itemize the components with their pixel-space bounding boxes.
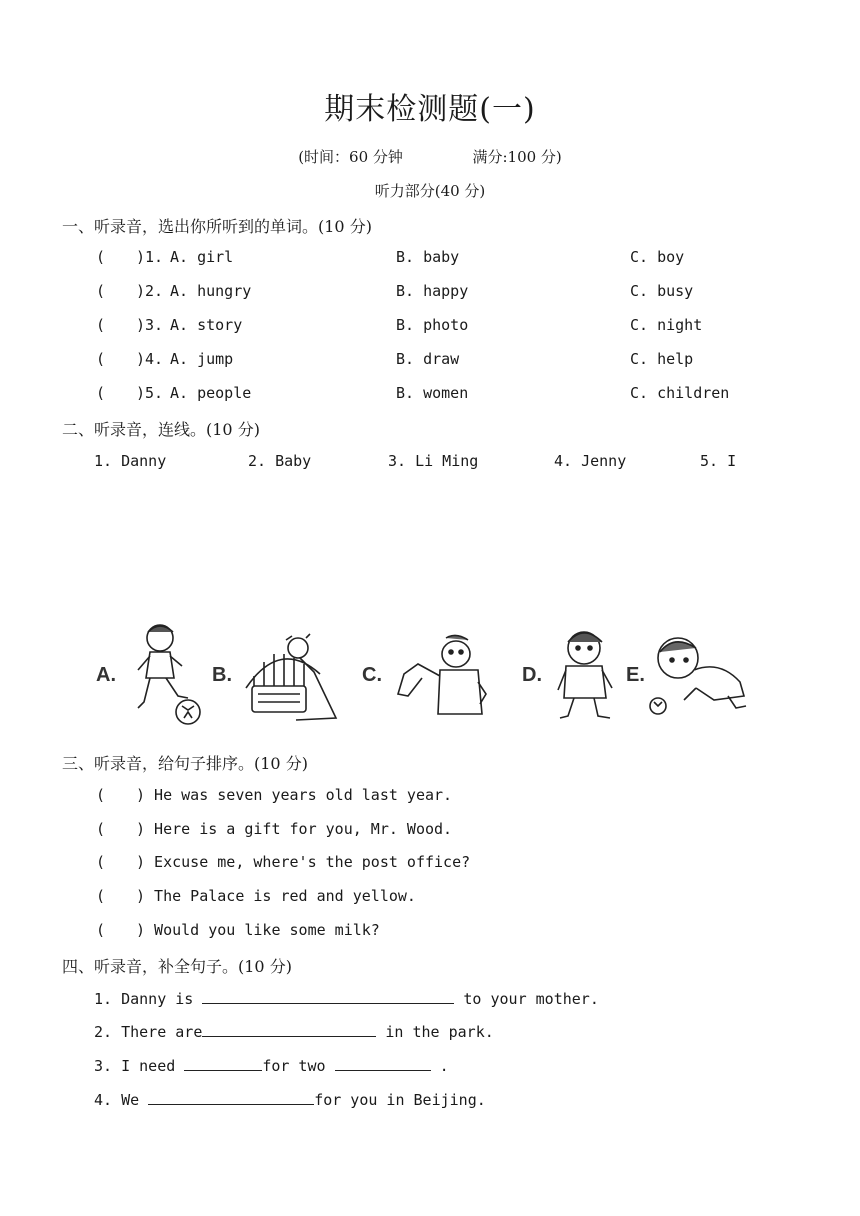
fill4-end: for you in Beijing. bbox=[314, 1091, 486, 1109]
q3-option-b: B. photo bbox=[396, 316, 469, 334]
fill3-middle: for two bbox=[262, 1057, 335, 1075]
q5-paren: ( bbox=[96, 384, 106, 402]
q5-option-b: B. women bbox=[396, 384, 469, 402]
girl-with-backpack-picture bbox=[552, 624, 620, 724]
baby-crawling-with-ball-picture bbox=[644, 630, 750, 718]
fill3-start: 3. I need bbox=[94, 1057, 185, 1075]
sentence3-paren: ( bbox=[96, 853, 106, 871]
picture-label-b: B. bbox=[212, 664, 232, 686]
fill1-start: 1. Danny is bbox=[94, 990, 203, 1008]
q3-paren: ( bbox=[96, 316, 106, 334]
fill4-blank[interactable] bbox=[148, 1090, 314, 1105]
sentence2-text: ) Here is a gift for you, Mr. Wood. bbox=[136, 820, 453, 838]
fill2-blank[interactable] bbox=[202, 1022, 376, 1037]
q2-option-a: A. hungry bbox=[170, 282, 252, 300]
sentence2-paren: ( bbox=[96, 820, 106, 838]
q1-option-b: B. baby bbox=[396, 248, 460, 266]
name-danny: 1. Danny bbox=[94, 452, 167, 470]
page-title: 期末检测题(一) bbox=[324, 92, 536, 127]
sentence1-text: ) He was seven years old last year. bbox=[136, 786, 453, 804]
fill-sentence-3 bbox=[94, 1056, 449, 1075]
q4-number: )4. bbox=[136, 350, 164, 368]
q1-number: )1. bbox=[136, 248, 164, 266]
sentence5-paren: ( bbox=[96, 921, 106, 939]
q1-paren: ( bbox=[96, 248, 106, 266]
q2-option-b: B. happy bbox=[396, 282, 469, 300]
score-info: 满分:100 分) bbox=[472, 148, 562, 166]
q2-option-c: C. busy bbox=[630, 282, 694, 300]
section4-heading: 四、听录音，补全句子。(10 分) bbox=[62, 957, 292, 976]
picture-label-e: E. bbox=[626, 664, 645, 686]
fill-sentence-4 bbox=[94, 1090, 486, 1109]
q1-option-a: A. girl bbox=[170, 248, 234, 266]
part-title: 听力部分(40 分) bbox=[374, 182, 486, 200]
q1-option-c: C. boy bbox=[630, 248, 685, 266]
fill1-end: to your mother. bbox=[454, 990, 599, 1008]
exam-info bbox=[0, 146, 860, 167]
sentence4-paren: ( bbox=[96, 887, 106, 905]
q3-option-c: C. night bbox=[630, 316, 703, 334]
sentence3-text: ) Excuse me, where's the post office? bbox=[136, 853, 471, 871]
fill-sentence-2 bbox=[94, 1022, 494, 1041]
section2-heading: 二、听录音，连线。(10 分) bbox=[62, 420, 260, 439]
q5-option-a: A. people bbox=[170, 384, 252, 402]
name-baby: 2. Baby bbox=[248, 452, 312, 470]
fill3-end: . bbox=[430, 1057, 449, 1075]
fill2-start: 2. There are bbox=[94, 1023, 203, 1041]
q2-number: )2. bbox=[136, 282, 164, 300]
sentence4-text: ) The Palace is red and yellow. bbox=[136, 887, 416, 905]
q3-option-a: A. story bbox=[170, 316, 243, 334]
fill4-start: 4. We bbox=[94, 1091, 149, 1109]
section3-heading: 三、听录音，给句子排序。(10 分) bbox=[62, 754, 308, 773]
q3-number: )3. bbox=[136, 316, 164, 334]
fill1-blank[interactable] bbox=[202, 989, 454, 1004]
time-info: (时间：60 分钟 bbox=[298, 148, 403, 166]
q4-option-c: C. help bbox=[630, 350, 694, 368]
q4-option-b: B. draw bbox=[396, 350, 460, 368]
fill3-blank-2[interactable] bbox=[335, 1056, 431, 1071]
q5-option-c: C. children bbox=[630, 384, 730, 402]
q5-number: )5. bbox=[136, 384, 164, 402]
fill-sentence-1 bbox=[94, 989, 599, 1008]
q4-paren: ( bbox=[96, 350, 106, 368]
q2-paren: ( bbox=[96, 282, 106, 300]
name-i: 5. I bbox=[700, 452, 737, 470]
dinosaur-waving-picture bbox=[394, 634, 490, 720]
boy-kicking-ball-picture bbox=[130, 618, 206, 728]
fill2-end: in the park. bbox=[376, 1023, 494, 1041]
q4-option-a: A. jump bbox=[170, 350, 234, 368]
name-li-ming: 3. Li Ming bbox=[388, 452, 479, 470]
sentence1-paren: ( bbox=[96, 786, 106, 804]
sentence5-text: ) Would you like some milk? bbox=[136, 921, 380, 939]
girl-reading-by-crib-picture bbox=[240, 628, 350, 724]
picture-label-a: A. bbox=[96, 664, 116, 686]
name-jenny: 4. Jenny bbox=[554, 452, 627, 470]
section1-heading: 一、听录音，选出你所听到的单词。(10 分) bbox=[62, 217, 372, 236]
fill3-blank-1[interactable] bbox=[184, 1056, 262, 1071]
picture-label-d: D. bbox=[522, 664, 542, 686]
picture-label-c: C. bbox=[362, 664, 382, 686]
